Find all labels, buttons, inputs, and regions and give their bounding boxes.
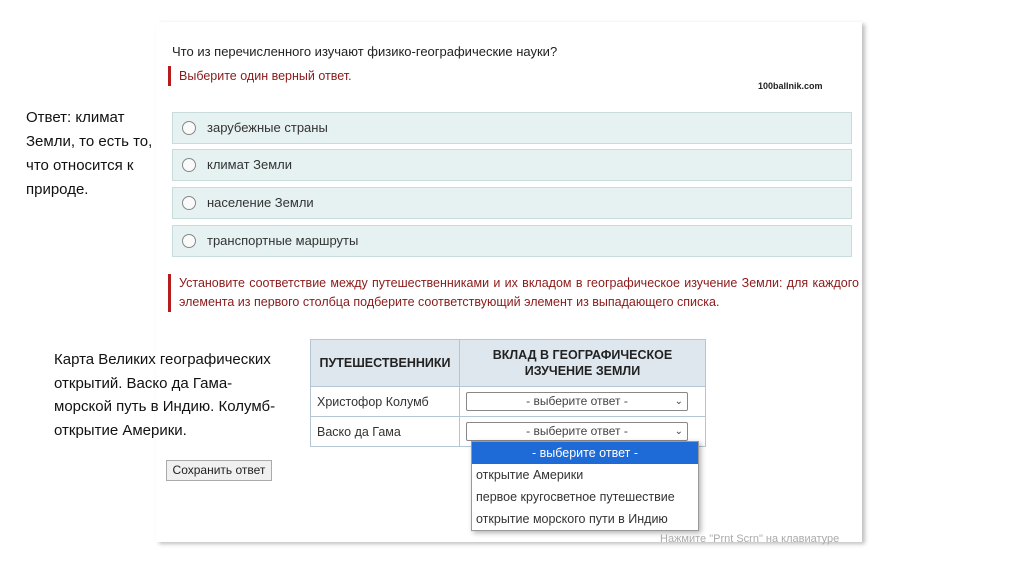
chevron-down-icon: ⌄ <box>674 426 683 437</box>
dropdown-option[interactable]: - выберите ответ - <box>472 442 698 464</box>
watermark-text: Нажмите "Prnt Scrn" на клавиатуре <box>660 533 840 545</box>
radio-icon[interactable] <box>182 121 196 135</box>
option-label: транспортные маршруты <box>207 233 359 248</box>
answer-option-3[interactable] <box>172 187 852 219</box>
option-label: население Земли <box>207 195 314 210</box>
question-text: Что из перечисленного изучают физико-географические науки? <box>172 44 558 59</box>
answer-note-2: Карта Великих географических открытий. Васко да Гама- морской путь в Индию. Колумб- открытие Америки. <box>54 351 276 439</box>
select-value: - выберите ответ - <box>526 394 628 408</box>
answer-option-1[interactable] <box>172 112 852 144</box>
dropdown-option[interactable]: открытие Америки <box>476 468 584 482</box>
dropdown-option[interactable]: первое кругосветное путешествие <box>476 490 675 504</box>
save-answer-button[interactable]: Сохранить ответ <box>166 460 272 481</box>
radio-icon[interactable] <box>182 196 196 210</box>
header-travelers: ПУТЕШЕСТВЕННИКИ <box>311 340 460 387</box>
hint-single-answer: Выберите один верный ответ. <box>168 66 352 86</box>
select-value: - выберите ответ - <box>526 424 628 438</box>
answer-select-2[interactable] <box>466 422 688 441</box>
radio-icon[interactable] <box>182 234 196 248</box>
option-label: климат Земли <box>207 157 292 172</box>
answer-note-1: Ответ: климат Земли, то есть то, что относится к природе. <box>26 109 153 198</box>
option-label: зарубежные страны <box>207 120 328 135</box>
site-brand: 100ballnik.com <box>758 81 823 91</box>
answer-select-1[interactable] <box>466 392 688 411</box>
select-dropdown-list <box>471 441 699 531</box>
answer-option-2[interactable] <box>172 149 852 181</box>
table-row <box>311 387 706 417</box>
chevron-down-icon: ⌄ <box>674 396 683 407</box>
answer-option-4[interactable] <box>172 225 852 257</box>
radio-icon[interactable] <box>182 158 196 172</box>
dropdown-option[interactable]: открытие морского пути в Индию <box>476 512 668 526</box>
matching-table <box>310 339 706 447</box>
header-contribution: ВКЛАД В ГЕОГРАФИЧЕСКОЕ ИЗУЧЕНИЕ ЗЕМЛИ <box>460 340 706 387</box>
traveler-name: Васко да Гама <box>311 417 460 447</box>
traveler-name: Христофор Колумб <box>311 387 460 417</box>
hint-matching: Установите соответствие между путешественниками и их вкладом в географическое изучение Земли: для каждого элемента из первого столбца подберите соответствующий элемент из выпадающего списка. <box>168 274 859 312</box>
